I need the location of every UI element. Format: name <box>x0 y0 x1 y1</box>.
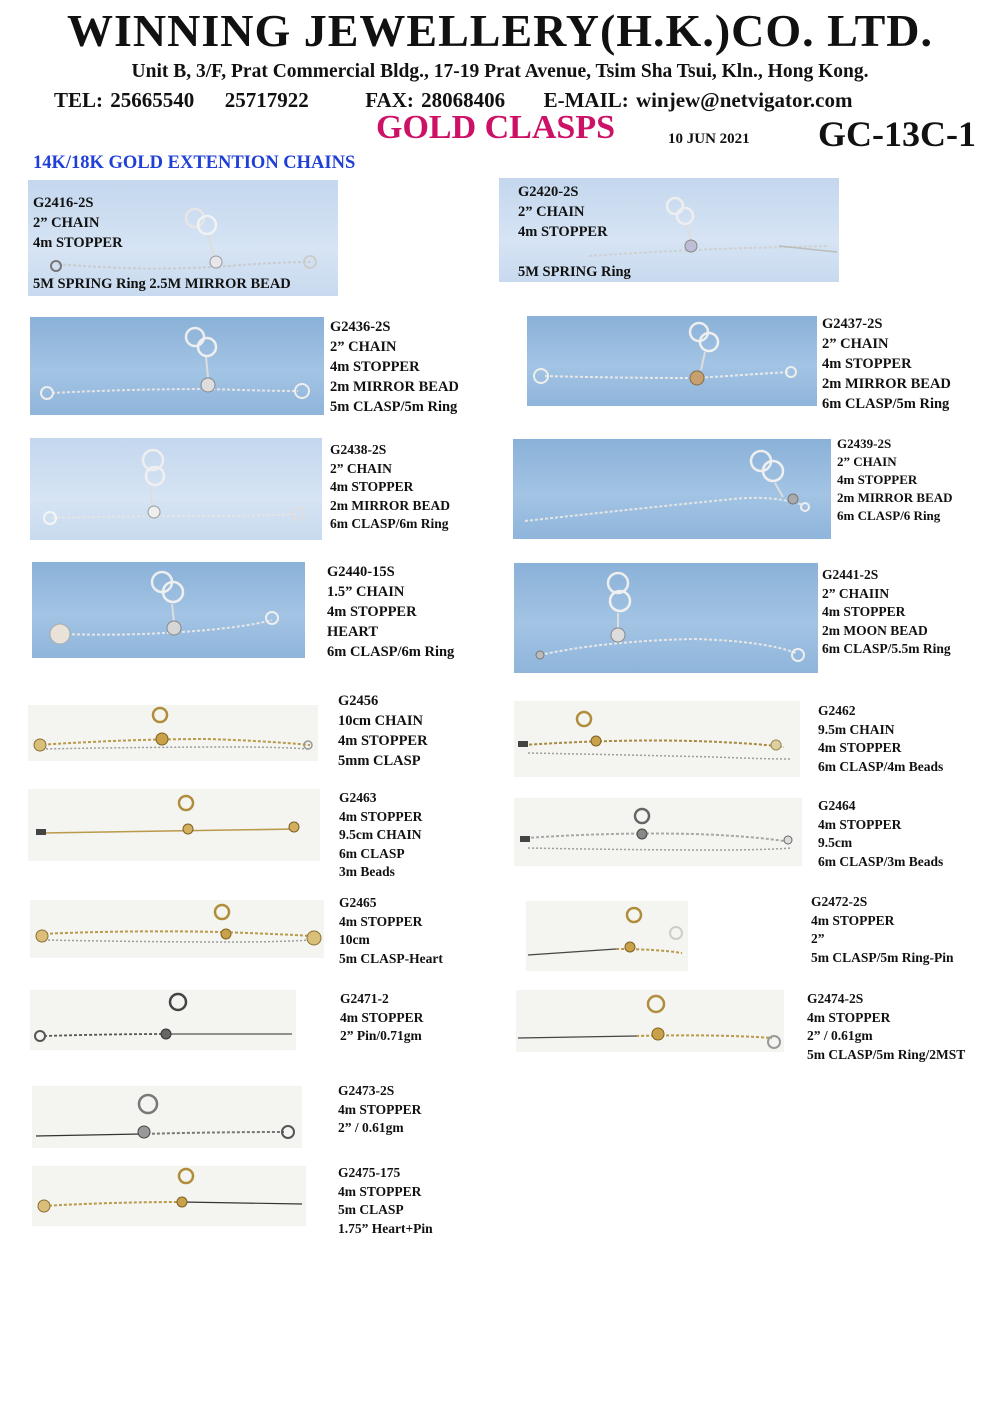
spec-line: 2” CHAIN <box>837 454 897 469</box>
product-photo-g2456 <box>28 705 318 761</box>
chain-illustration <box>32 1166 306 1226</box>
spec-line: 4m STOPPER <box>33 235 123 251</box>
product-photo-g2441 <box>514 563 818 673</box>
spec-line: 2” <box>811 931 825 946</box>
spec-line: 2m MIRROR BEAD <box>330 497 450 513</box>
chain-illustration <box>526 901 688 971</box>
spec-line: 2” CHAIN <box>330 460 392 476</box>
spec-line: 2” CHAIN <box>518 204 585 220</box>
spec-line: 6m CLASP/3m Beads <box>818 853 944 869</box>
spec-line: 9.5m CHAIN <box>818 721 895 737</box>
spec-line: G2464 <box>818 798 856 813</box>
page-code: GC-13C-1 <box>818 114 976 154</box>
product-spec-g2440 <box>327 562 454 662</box>
spec-line: 6m CLASP <box>339 845 405 861</box>
spec-line: 4m STOPPER <box>330 359 420 375</box>
product-spec-g2420 <box>518 182 608 242</box>
product-photo-g2475 <box>32 1166 306 1226</box>
company-name: WINNING JEWELLERY(H.K.)CO. LTD. <box>66 5 934 56</box>
tel-number: TEL: 25665540 <box>54 88 195 112</box>
spec-line: G2475-175 <box>338 1165 401 1180</box>
spec-line: 4m STOPPER <box>340 1009 424 1025</box>
product-spec-g2456 <box>338 691 428 771</box>
spec-line: G2416-2S <box>33 195 94 211</box>
spec-line: 10cm CHAIN <box>338 713 423 729</box>
spec-line: 4m STOPPER <box>338 733 428 749</box>
chain-illustration <box>28 705 318 761</box>
spec-line: 2m MIRROR BEAD <box>837 490 953 505</box>
chain-illustration <box>514 563 818 673</box>
spec-line: 10cm <box>339 932 370 947</box>
spec-line: HEART <box>327 624 379 640</box>
spec-line: 4m STOPPER <box>822 356 912 372</box>
spec-line: G2471-2 <box>340 991 389 1006</box>
spec-line: 9.5cm CHAIN <box>339 827 422 842</box>
spec-line: 4m STOPPER <box>330 479 414 494</box>
product-spec-g2464 <box>818 797 943 871</box>
spec-line: 5m CLASP-Heart <box>339 950 443 966</box>
spec-line: G2473-2S <box>338 1083 395 1098</box>
spec-line: G2441-2S <box>822 567 879 582</box>
product-photo-g2465 <box>30 900 324 958</box>
spec-line: 2m MIRROR BEAD <box>822 376 951 392</box>
spec-line: G2420-2S <box>518 184 579 200</box>
spec-line: 5m CLASP <box>338 1202 404 1217</box>
spec-line: 2” Pin/0.71gm <box>340 1028 422 1043</box>
product-spec-g2474 <box>807 990 965 1064</box>
spec-line: 3m Beads <box>339 864 395 879</box>
spec-line: 4m STOPPER <box>339 913 423 929</box>
product-photo-g2473 <box>32 1086 302 1148</box>
spec-line: 5mm CLASP <box>338 753 421 769</box>
spec-line: 4m STOPPER <box>339 808 423 824</box>
chain-illustration <box>28 789 320 861</box>
product-spec-g2420-bottom: 5M SPRING Ring <box>518 264 631 280</box>
spec-line: G2437-2S <box>822 316 883 332</box>
product-photo-g2463 <box>28 789 320 861</box>
product-photo-g2464 <box>514 798 802 866</box>
product-spec-g2472 <box>811 893 954 967</box>
spec-line: G2474-2S <box>807 991 864 1006</box>
fax-number: FAX: 28068406 <box>365 88 506 112</box>
product-photo-g2436 <box>30 317 324 415</box>
product-photo-g2462 <box>514 701 800 777</box>
company-address: Unit B, 3/F, Prat Commercial Bldg., 17-19 Prat Avenue, Tsim Sha Tsui, Kln., Hong Kong. <box>131 61 869 82</box>
spec-line: G2463 <box>339 790 377 805</box>
spec-line: 1.5” CHAIN <box>327 584 405 600</box>
spec-line: 4m STOPPER <box>327 604 417 620</box>
email-address: E-MAIL: winjew@netvigator.com <box>543 88 853 112</box>
spec-line: 5m CLASP/5m Ring-Pin <box>811 949 954 965</box>
product-spec-g2475 <box>338 1164 433 1238</box>
chain-illustration <box>514 798 802 866</box>
spec-line: 6m CLASP/4m Beads <box>818 758 944 774</box>
product-spec-g2462 <box>818 702 943 776</box>
chain-illustration <box>30 438 322 540</box>
chain-illustration <box>30 990 296 1050</box>
product-spec-g2471 <box>340 990 423 1046</box>
spec-line: G2456 <box>338 693 379 709</box>
chain-illustration <box>32 1086 302 1148</box>
spec-line: 4m STOPPER <box>837 472 918 487</box>
spec-line: 2” / 0.61gm <box>807 1028 873 1043</box>
product-photo-g2474 <box>516 990 784 1052</box>
spec-line: 2” CHAIN <box>330 339 397 355</box>
product-photo-g2472 <box>526 901 688 971</box>
spec-line: 4m STOPPER <box>338 1183 422 1199</box>
spec-line: G2436-2S <box>330 319 391 335</box>
section-title: 14K/18K GOLD EXTENTION CHAINS <box>33 153 356 173</box>
chain-illustration <box>30 900 324 958</box>
spec-line: 2” CHAIIN <box>822 585 890 601</box>
product-photo-g2438 <box>30 438 322 540</box>
product-spec-g2473 <box>338 1082 421 1138</box>
spec-line: G2462 <box>818 703 856 718</box>
spec-line: G2465 <box>339 895 377 910</box>
product-photo-g2471 <box>30 990 296 1050</box>
spec-line: 4m STOPPER <box>818 816 902 832</box>
product-spec-g2437 <box>822 314 951 414</box>
spec-line: 4m STOPPER <box>338 1101 422 1117</box>
product-photo-g2437 <box>527 316 817 406</box>
spec-line: 2” CHAIN <box>33 215 100 231</box>
spec-line: 2m MIRROR BEAD <box>330 379 459 395</box>
spec-line: 4m STOPPER <box>818 740 902 755</box>
spec-line: 4m STOPPER <box>518 224 608 240</box>
spec-line: 5m CLASP/5m Ring/2MST <box>807 1046 966 1062</box>
spec-line: G2440-15S <box>327 564 395 580</box>
product-spec-g2438 <box>330 441 450 534</box>
spec-line: 2” CHAIN <box>822 336 889 352</box>
chain-illustration <box>516 990 784 1052</box>
product-spec-g2439 <box>837 435 953 525</box>
product-spec-g2436 <box>330 317 459 417</box>
chain-illustration <box>513 439 831 539</box>
spec-line: 2” / 0.61gm <box>338 1120 404 1135</box>
product-spec-g2441 <box>822 566 951 659</box>
chain-illustration <box>527 316 817 406</box>
spec-line: 6m CLASP/6m Ring <box>330 516 449 531</box>
spec-line: 6m CLASP/6m Ring <box>327 644 455 660</box>
product-spec-g2463 <box>339 789 422 882</box>
spec-line: 6m CLASP/5.5m Ring <box>822 641 951 656</box>
spec-line: 1.75” Heart+Pin <box>338 1220 433 1236</box>
spec-line: G2439-2S <box>837 436 892 451</box>
catalog-date: 10 JUN 2021 <box>668 131 750 147</box>
spec-line: G2472-2S <box>811 894 868 909</box>
product-spec-g2416 <box>33 193 123 253</box>
spec-line: 9.5cm <box>818 835 853 850</box>
spec-line: 4m STOPPER <box>807 1009 891 1025</box>
spec-line: 2m MOON BEAD <box>822 622 928 638</box>
spec-line: 4m STOPPER <box>822 604 906 619</box>
product-photo-g2440 <box>32 562 305 658</box>
spec-line: 4m STOPPER <box>811 912 895 928</box>
chain-illustration <box>30 317 324 415</box>
catalog-title: GOLD CLASPS <box>376 109 615 146</box>
spec-line: 6m CLASP/6 Ring <box>837 508 941 523</box>
chain-illustration <box>32 562 305 658</box>
spec-line: 5m CLASP/5m Ring <box>330 399 458 415</box>
chain-illustration <box>514 701 800 777</box>
tel-number-2: 25717922 <box>224 88 309 112</box>
product-spec-g2416-bottom: 5M SPRING Ring 2.5M MIRROR BEAD <box>33 276 291 292</box>
spec-line: G2438-2S <box>330 442 387 457</box>
product-spec-g2465 <box>339 894 443 968</box>
product-photo-g2439 <box>513 439 831 539</box>
spec-line: 6m CLASP/5m Ring <box>822 396 950 412</box>
